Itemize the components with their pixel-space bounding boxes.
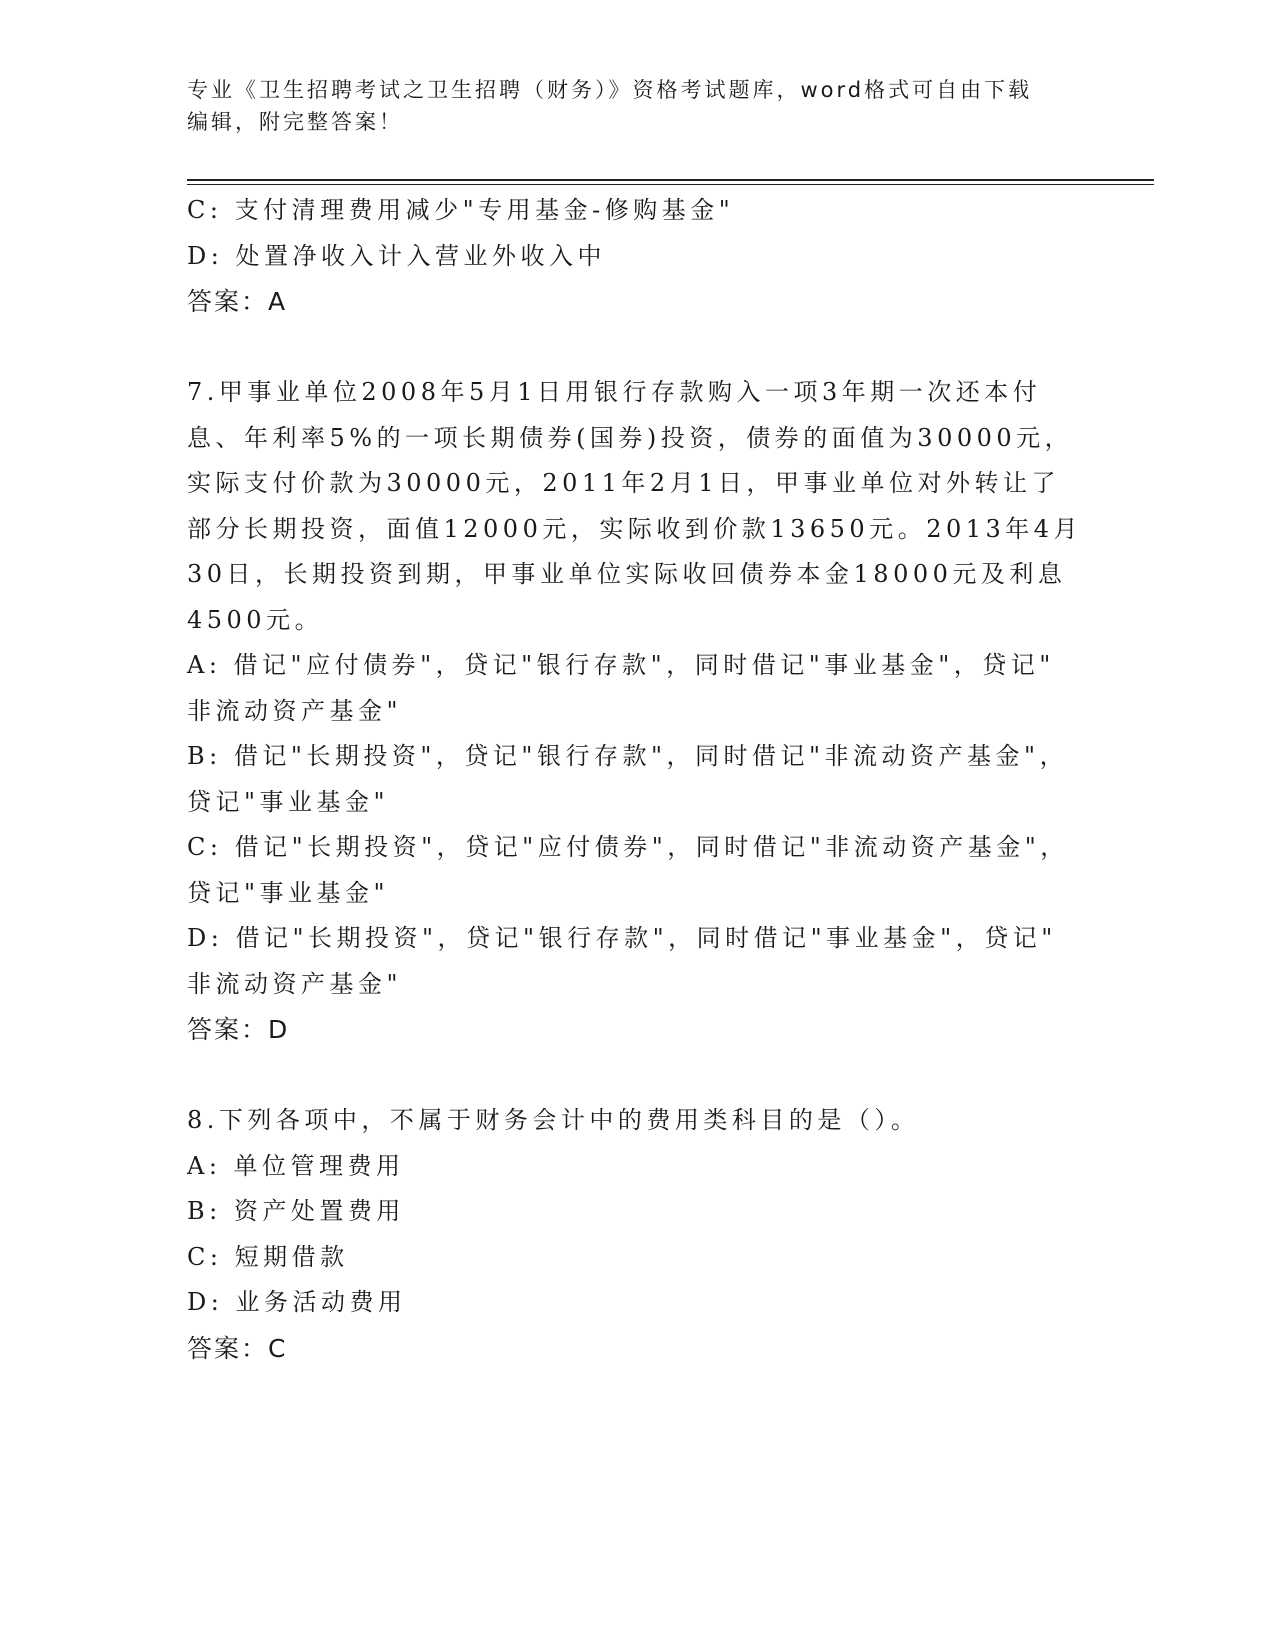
question-7 <box>187 370 1087 1053</box>
q7-option-c-line-2: 贷记"事业基金" <box>187 878 390 907</box>
question-content <box>187 188 1087 1371</box>
q8-option-b: B: 资产处置费用 <box>187 1197 405 1225</box>
q7-option-a-line-2: 非流动资产基金" <box>187 696 403 725</box>
header-rule-thin <box>187 184 1154 185</box>
page-header: 专业《卫生招聘考试之卫生招聘（财务）》资格考试题库，word格式可自由下载 编辑，附完整答案！ <box>187 78 1033 134</box>
question-6-tail <box>187 188 1087 325</box>
q7-stem-line-5: 30日，长期投资到期，甲事业单位实际收回债券本金18000元及利息 <box>187 560 1067 588</box>
q7-option-d-line-1: D: 借记"长期投资"，贷记"银行存款"，同时借记"事业基金"，贷记" <box>187 924 1057 952</box>
q7-option-c-line-1: C: 借记"长期投资"，贷记"应付债券"，同时借记"非流动资产基金"， <box>187 833 1069 861</box>
q7-option-b-line-2: 贷记"事业基金" <box>187 787 390 816</box>
q7-stem-line-6: 4500元。 <box>187 605 324 634</box>
spacer <box>187 325 1087 371</box>
q8-option-a: A: 单位管理费用 <box>187 1151 405 1180</box>
q8-stem: 8.下列各项中，不属于财务会计中的费用类科目的是（）。 <box>187 1106 920 1134</box>
question-8 <box>187 1098 1087 1371</box>
q8-option-d: D: 业务活动费用 <box>187 1288 407 1316</box>
q6-option-c: C: 支付清理费用减少"专用基金-修购基金" <box>187 196 735 224</box>
q8-option-c: C: 短期借款 <box>187 1242 349 1271</box>
q7-option-b-line-1: B: 借记"长期投资"，贷记"银行存款"，同时借记"非流动资产基金"， <box>187 742 1069 770</box>
q6-option-d: D: 处置净收入计入营业外收入中 <box>187 241 606 270</box>
q7-option-d-line-2: 非流动资产基金" <box>187 969 403 998</box>
q7-option-a-line-1: A: 借记"应付债券"，贷记"银行存款"，同时借记"事业基金"，贷记" <box>187 651 1055 679</box>
q7-stem-line-2: 息、年利率5%的一项长期债券(国券)投资，债券的面值为30000元， <box>187 423 1074 452</box>
spacer <box>187 1053 1087 1099</box>
q7-answer: 答案：D <box>187 1015 290 1044</box>
q6-answer: 答案：A <box>187 287 288 316</box>
q7-stem-line-1: 7.甲事业单位2008年5月1日用银行存款购入一项3年期一次还本付 <box>187 378 1042 406</box>
header-rule-thick <box>187 179 1154 181</box>
q7-stem-line-4: 部分长期投资，面值12000元，实际收到价款13650元。2013年4月 <box>187 514 1083 543</box>
q8-answer: 答案：C <box>187 1333 288 1363</box>
q7-stem-line-3: 实际支付价款为30000元，2011年2月1日，甲事业单位对外转让了 <box>187 469 1060 497</box>
